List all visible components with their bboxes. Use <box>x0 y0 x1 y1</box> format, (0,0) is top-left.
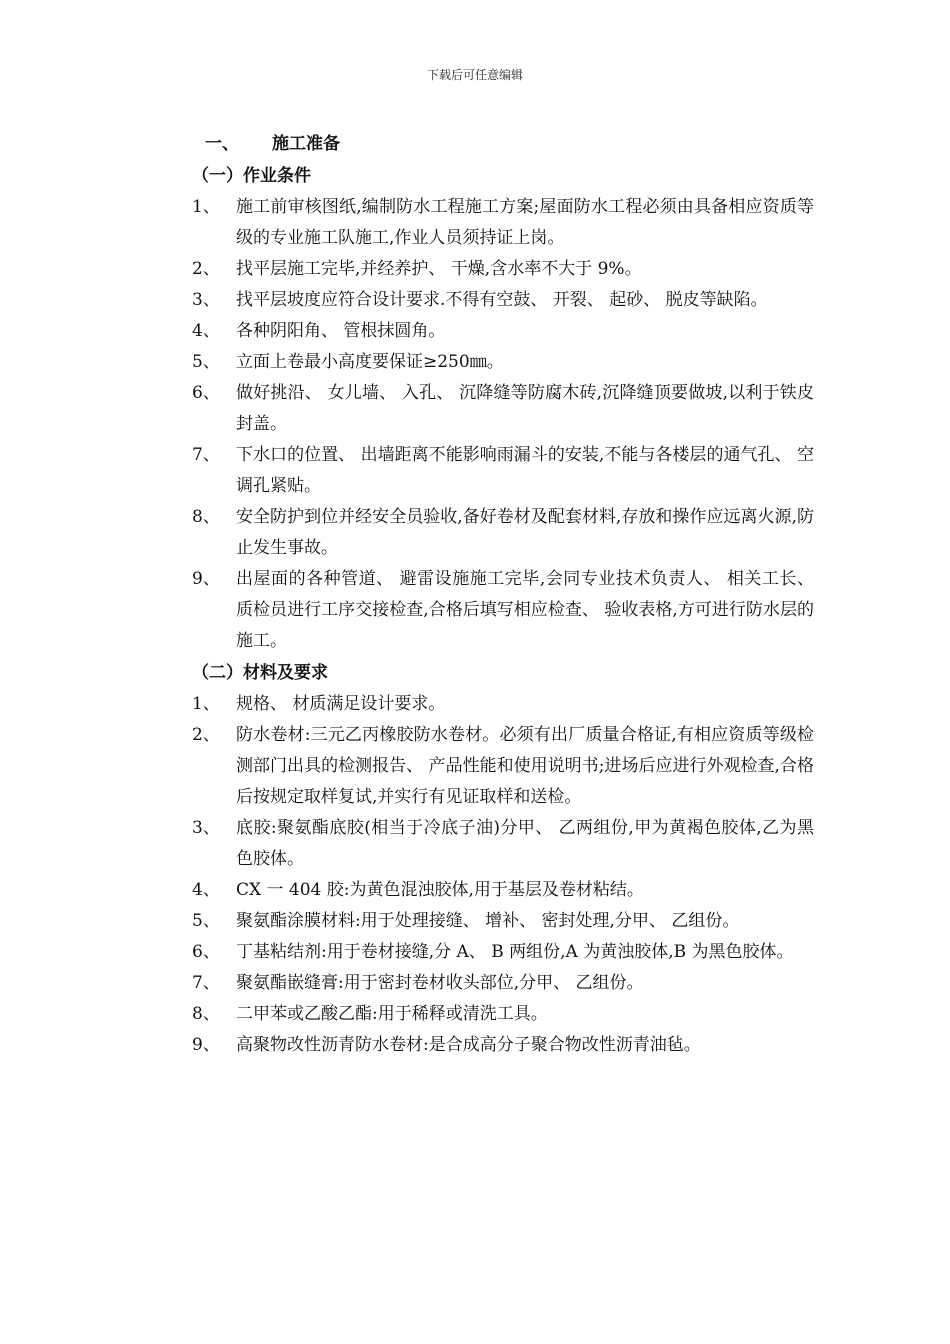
list-item <box>0 1030 950 1061</box>
list-item-text: 各种阴阳角、 管根抹圆角。 <box>236 321 446 341</box>
page-header-note: 下载后可任意编辑 <box>426 68 523 82</box>
list-item-text: CX 一 404 胶:为黄色混浊胶体,用于基层及卷材粘结。 <box>236 880 644 900</box>
list-item <box>0 316 950 347</box>
subsection-title: （二）材料及要求 <box>192 663 328 683</box>
list-item-text: 安全防护到位并经安全员验收,备好卷材及配套材料,存放和操作应远离火源,防止发生事故。 <box>236 507 814 558</box>
list-item-text: 立面上卷最小高度要保证≥250㎜。 <box>236 352 504 372</box>
list-item-number: 8、 <box>192 507 220 527</box>
list-item-number: 5、 <box>192 911 220 931</box>
list-item-number: 8、 <box>192 1004 220 1024</box>
list-item-text: 底胶:聚氨酯底胶(相当于冷底子油)分甲、 乙两组份,甲为黄褐色胶体,乙为黑色胶体。 <box>236 818 814 869</box>
list-item <box>0 968 950 999</box>
list-item <box>0 254 950 285</box>
list-item-number: 4、 <box>192 321 220 341</box>
list-item-text: 丁基粘结剂:用于卷材接缝,分 A、 B 两组份,A 为黄浊胶体,B 为黑色胶体。 <box>236 942 794 962</box>
list-item-text: 聚氨酯涂膜材料:用于处理接缝、 增补、 密封处理,分甲、 乙组份。 <box>236 911 740 931</box>
list-item-text: 规格、 材质满足设计要求。 <box>236 694 446 714</box>
document-body <box>0 128 950 1061</box>
list-item-text: 做好挑沿、 女儿墙、 入孔、 沉降缝等防腐木砖,沉降缝顶要做坡,以利于铁皮封盖。 <box>236 383 814 434</box>
list-item-number: 4、 <box>192 880 220 900</box>
list-item-text: 施工前审核图纸,编制防水工程施工方案;屋面防水工程必须由具备相应资质等级的专业施工队施工,作业人员须持证上岗。 <box>236 197 814 248</box>
section-title: 施工准备 <box>272 134 340 154</box>
list-item-number: 6、 <box>192 383 220 403</box>
list-item-text: 找平层坡度应符合设计要求.不得有空鼓、 开裂、 起砂、 脱皮等缺陷。 <box>236 290 768 310</box>
list-item-text: 高聚物改性沥青防水卷材:是合成高分子聚合物改性沥青油毡。 <box>236 1035 701 1055</box>
list-item-number: 1、 <box>192 694 220 714</box>
list-item-number: 3、 <box>192 290 220 310</box>
list-item-number: 1、 <box>192 197 220 217</box>
list-item <box>0 502 950 564</box>
list-item <box>0 906 950 937</box>
list-item <box>0 285 950 316</box>
list-item-number: 9、 <box>192 569 220 589</box>
section-heading <box>0 128 950 160</box>
list-item <box>0 378 950 440</box>
subsection-title: （一）作业条件 <box>192 166 311 186</box>
list-item-text: 聚氨酯嵌缝膏:用于密封卷材收头部位,分甲、 乙组份。 <box>236 973 644 993</box>
section-number: 一、 <box>205 134 239 154</box>
list-item-text: 防水卷材:三元乙丙橡胶防水卷材。必须有出厂质量合格证,有相应资质等级检测部门出具的检测报告、 产品性能和使用说明书;进场后应进行外观检查,合格后按规定取样复试,并实行有见证取样和送检。 <box>236 725 814 807</box>
list-item <box>0 440 950 502</box>
list-item <box>0 813 950 875</box>
list-item-number: 5、 <box>192 352 220 372</box>
list-item-text: 出屋面的各种管道、 避雷设施施工完毕,会同专业技术负责人、 相关工长、 质检员进行工序交接检查,合格后填写相应检查、 验收表格,方可进行防水层的施工。 <box>236 569 814 651</box>
list-item <box>0 720 950 813</box>
list-item-number: 9、 <box>192 1035 220 1055</box>
list-item <box>0 347 950 378</box>
list-item-number: 2、 <box>192 259 220 279</box>
list-item-number: 7、 <box>192 445 220 465</box>
list-item <box>0 937 950 968</box>
list-item-text: 找平层施工完毕,并经养护、 干燥,含水率不大于 9%。 <box>236 259 642 279</box>
list-item-text: 下水口的位置、 出墙距离不能影响雨漏斗的安装,不能与各楼层的通气孔、 空调孔紧贴。 <box>236 445 814 496</box>
list-item-number: 6、 <box>192 942 220 962</box>
list-item-number: 7、 <box>192 973 220 993</box>
list-item <box>0 192 950 254</box>
list-item <box>0 564 950 657</box>
list-item <box>0 875 950 906</box>
list-item-text: 二甲苯或乙酸乙酯:用于稀释或清洗工具。 <box>236 1004 548 1024</box>
list-item-number: 3、 <box>192 818 220 838</box>
list-item <box>0 689 950 720</box>
list-item <box>0 999 950 1030</box>
list-item-number: 2、 <box>192 725 220 745</box>
